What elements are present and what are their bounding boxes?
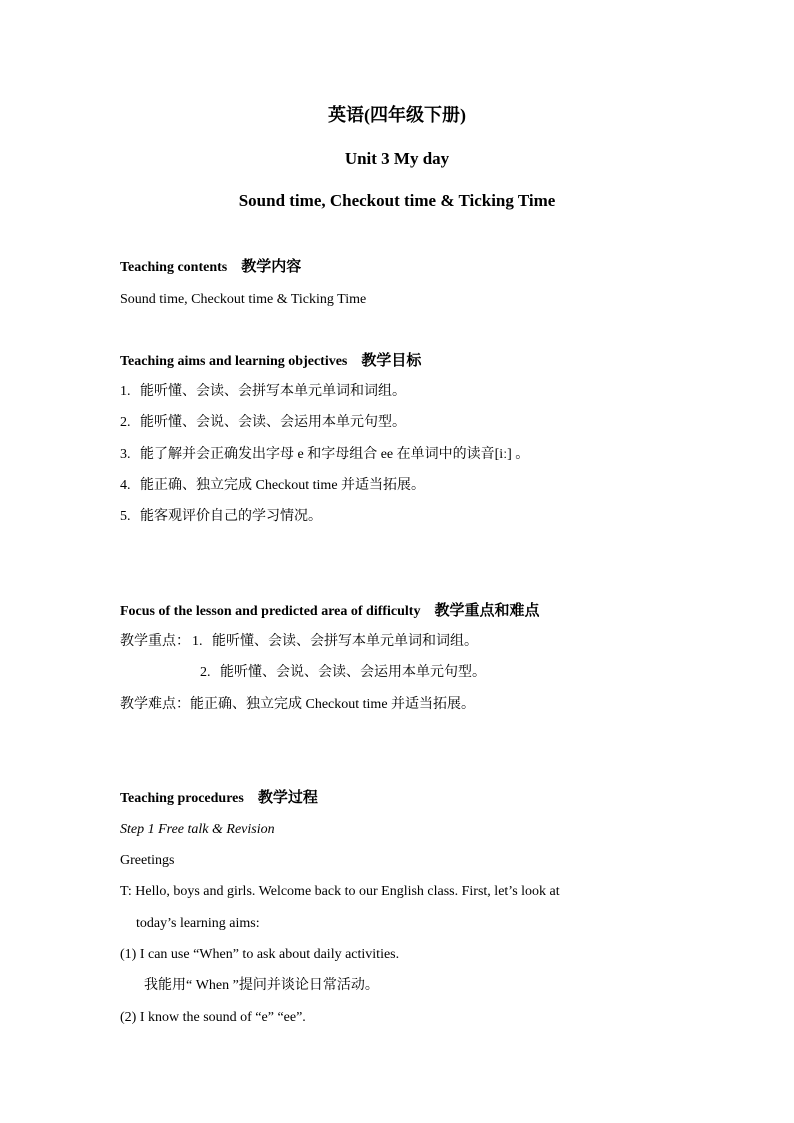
contents-text: Sound time, Checkout time & Ticking Time bbox=[120, 292, 367, 307]
aim-text: 能正确、独立完成 Checkout time 并适当拓展。 bbox=[140, 478, 426, 493]
document-title: 英语(四年级下册) bbox=[328, 105, 466, 125]
greetings-text: Greetings bbox=[120, 853, 175, 868]
key-point-row bbox=[200, 666, 486, 680]
lesson-subtitle: Sound time, Checkout time & Ticking Time bbox=[238, 191, 556, 210]
aim-number: 4. bbox=[120, 478, 131, 493]
aim-item bbox=[120, 385, 406, 399]
difficulty-row bbox=[120, 698, 475, 712]
learning-aim-zh: 我能用“ When ”提问并谈论日常活动。 bbox=[144, 978, 379, 993]
aim-item bbox=[120, 510, 322, 524]
step-heading: Step 1 Free talk & Revision bbox=[120, 822, 275, 837]
teacher-line: T: Hello, boys and girls. Welcome back to our English class. First, let’s look at bbox=[120, 884, 560, 899]
section-heading-zh: 教学目标 bbox=[361, 353, 422, 369]
aim-number: 3. bbox=[120, 447, 131, 462]
section-heading-en: Teaching procedures bbox=[120, 791, 244, 806]
aim-text: 能听懂、会说、会读、会运用本单元句型。 bbox=[140, 415, 406, 430]
aim-item bbox=[120, 448, 529, 462]
learning-aim-en: (2) I know the sound of “e” “ee”. bbox=[120, 1010, 306, 1025]
section-heading-zh: 教学内容 bbox=[241, 259, 302, 275]
key-point-text: 能听懂、会说、会读、会运用本单元句型。 bbox=[220, 665, 486, 680]
aim-text: 能客观评价自己的学习情况。 bbox=[140, 509, 322, 524]
aim-item bbox=[120, 416, 406, 430]
aim-number: 5. bbox=[120, 509, 131, 524]
key-point-label: 教学重点： bbox=[120, 634, 190, 649]
section-heading-zh: 教学过程 bbox=[257, 790, 318, 806]
section-heading-en: Teaching aims and learning objectives bbox=[120, 354, 348, 369]
aim-number: 1. bbox=[120, 384, 131, 399]
section-heading-procedures bbox=[120, 791, 318, 806]
key-point-number: 2. bbox=[200, 665, 211, 680]
learning-aim-en: (1) I can use “When” to ask about daily activities. bbox=[120, 947, 400, 962]
section-heading-en: Teaching contents bbox=[120, 260, 228, 275]
teacher-line-continued: today’s learning aims: bbox=[136, 916, 260, 931]
section-heading-en: Focus of the lesson and predicted area of difficulty bbox=[120, 604, 421, 619]
section-heading-contents bbox=[120, 260, 301, 275]
aim-text: 能听懂、会读、会拼写本单元单词和词组。 bbox=[140, 384, 406, 399]
difficulty-text: 能正确、独立完成 Checkout time 并适当拓展。 bbox=[190, 697, 476, 712]
section-heading-aims bbox=[120, 354, 421, 369]
unit-title: Unit 3 My day bbox=[344, 149, 450, 168]
aim-item bbox=[120, 479, 425, 493]
aim-text: 能了解并会正确发出字母 e 和字母组合 ee 在单词中的读音[iː] 。 bbox=[140, 447, 530, 462]
key-point-number: 1. bbox=[192, 634, 203, 649]
key-point-text: 能听懂、会读、会拼写本单元单词和词组。 bbox=[212, 634, 478, 649]
section-heading-zh: 教学重点和难点 bbox=[434, 603, 540, 619]
key-point-row bbox=[120, 635, 478, 649]
section-heading-focus bbox=[120, 604, 540, 619]
difficulty-label: 教学难点： bbox=[120, 697, 190, 712]
aim-number: 2. bbox=[120, 415, 131, 430]
